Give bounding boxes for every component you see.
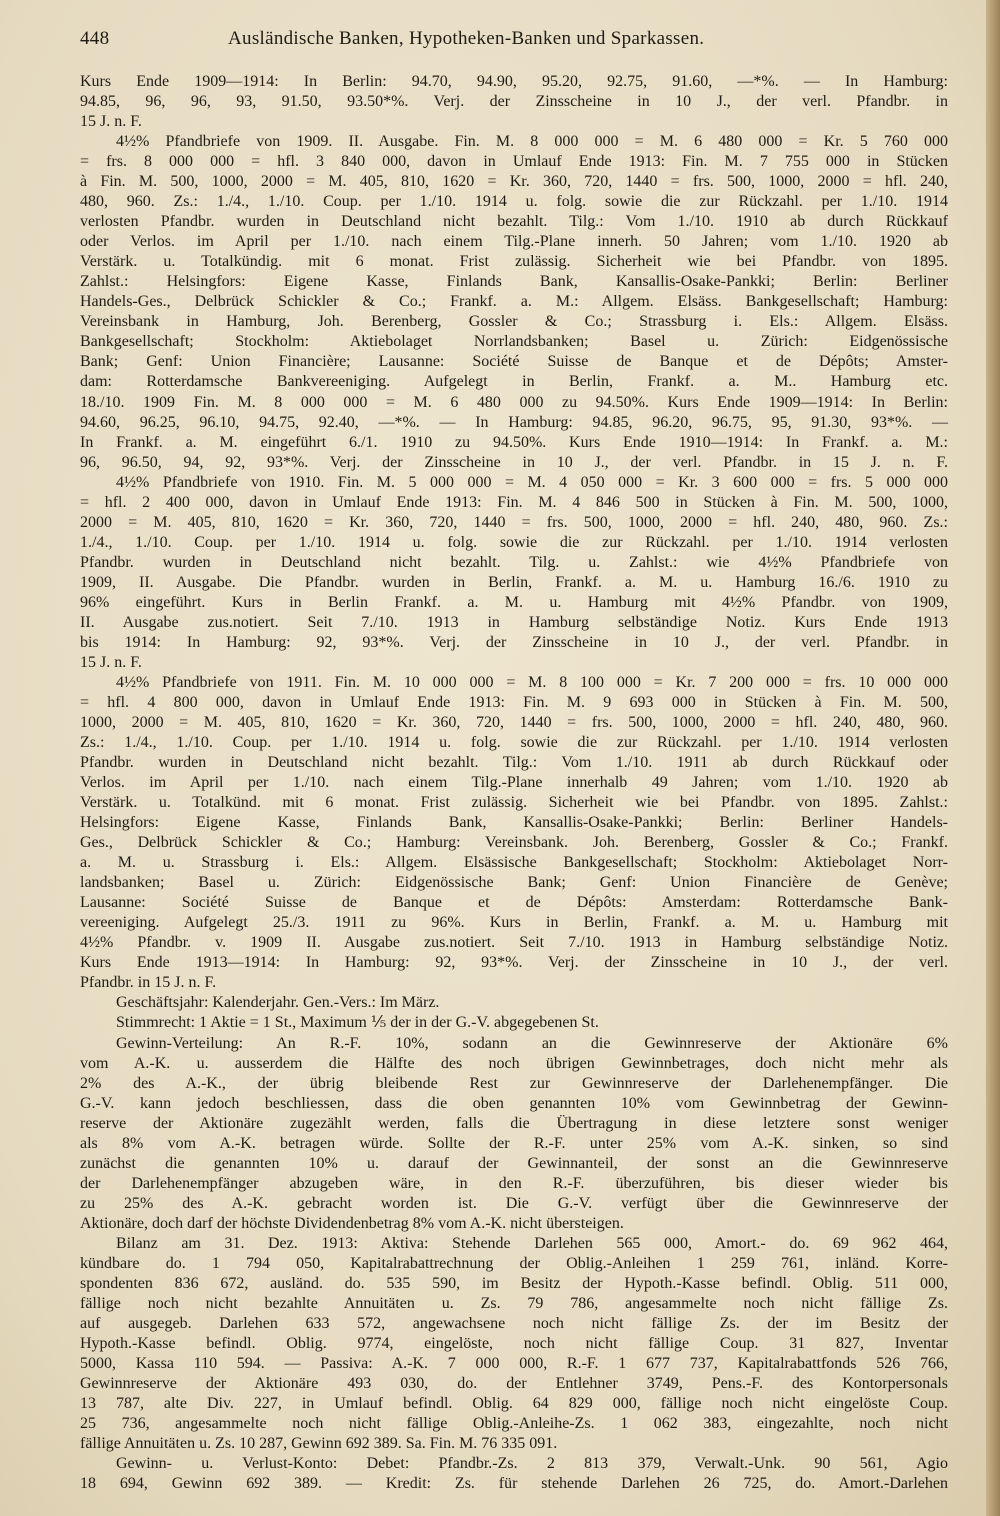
text-line: oder Verlos. im April per 1./10. nach einem Tilg.-Plane innerh. 50 Jahren; vom 1./10. 1920 ab — [80, 233, 948, 251]
text-line: Gewinn- u. Verlust-Konto: Debet: Pfandbr.-Zs. 2 813 379, Verwalt.-Unk. 90 561, Agio — [116, 1455, 948, 1473]
text-line: Gewinnreserve der Aktionäre 493 030, do. der Entlehner 3749, Pens.-F. des Kontorpersonals — [80, 1375, 948, 1393]
text-line: Verlos. im April per 1./10. nach einem Tilg.-Plane innerhalb 49 Jahren; vom 1./10. 1920 ab — [80, 774, 948, 792]
text-line: 18./10. 1909 Fin. M. 8 000 000 = M. 6 480 000 zu 94.50%. Kurs Ende 1909—1914: In Berlin: — [80, 393, 948, 411]
text-line: kündbare do. 1 794 050, Kapitalrabattrechnung der Oblig.-Anleihen 1 259 761, inländ. Korre- — [80, 1254, 948, 1272]
text-line: als 8% vom A.-K. betragen würde. Sollte der R.-F. unter 25% vom A.-K. sinken, so sind — [80, 1134, 948, 1152]
text-line: vereeniging. Aufgelegt 25./3. 1911 zu 96%. Kurs in Berlin, Frankf. a. M. u. Hamburg mit — [80, 914, 948, 932]
text-line: Aktionäre, doch darf der höchste Dividendenbetrag 8% vom A.-K. nicht übersteigen. — [80, 1214, 624, 1232]
text-line: Verstärk. u. Totalkünd. mit 6 monat. Frist zulässig. Sicherheit wie bei Pfandbr. von 1895. Zahlst.: — [80, 794, 948, 812]
text-line: 2% des A.-K., der übrig bleibende Rest zur Gewinnreserve der Darlehenempfänger. Die — [80, 1074, 948, 1092]
text-line: reserve der Aktionäre zugezählt werden, falls die Übertragung in diese letztere sonst weniger — [80, 1114, 948, 1132]
text-line: 5000, Kassa 110 594. — Passiva: A.-K. 7 000 000, R.-F. 1 677 737, Kapitalrabattfonds 526 766, — [80, 1355, 948, 1372]
text-line: Gewinn-Verteilung: An R.-F. 10%, sodann an die Gewinnreserve der Aktionäre 6% — [116, 1034, 948, 1052]
text-line: Pfandbr. wurden in Deutschland nicht bezahlt. Tilg. u. Zahlst.: wie 4½% Pfandbriefe von — [80, 553, 948, 571]
text-line: Kurs Ende 1909—1914: In Berlin: 94.70, 94.90, 95.20, 92.75, 91.60, —*%. — In Hamburg: — [80, 73, 948, 90]
body-text — [80, 72, 948, 1494]
text-line: = hfl. 4 800 000, davon in Umlauf Ende 1913: Fin. M. 9 693 000 in Stücken à Fin. M. 500, — [80, 693, 948, 711]
text-line: Verstärk. u. Totalkündig. mit 6 monat. Frist zulässig. Sicherheit wie bei Pfandbr. von 1895. — [80, 253, 948, 271]
text-line: 4½% Pfandbriefe von 1910. Fin. M. 5 000 000 = M. 4 050 000 = Kr. 3 600 000 = frs. 5 000 000 — [116, 473, 948, 491]
text-line: 13 787, alte Div. 227, in Umlauf befindl. Oblig. 64 829 000, fällige noch nicht eingelöste Coup. — [80, 1395, 948, 1413]
text-line: 94.85, 96, 96, 93, 91.50, 93.50*%. Verj. der Zinsscheine in 10 J., der verl. Pfandbr. in — [80, 93, 948, 111]
text-line: 96% eingeführt. Kurs in Berlin Frankf. a. M. u. Hamburg mit 4½% Pfandbr. von 1909, — [80, 593, 948, 611]
running-title: Ausländische Banken, Hypotheken-Banken und Sparkassen. — [228, 28, 705, 49]
text-line: 4½% Pfandbr. v. 1909 II. Ausgabe zus.notiert. Seit 7./10. 1913 in Hamburg selbständige Notiz. — [80, 934, 948, 952]
text-line: 18 694, Gewinn 692 389. — Kredit: Zs. für stehende Darlehen 26 725, do. Amort.-Darlehen — [80, 1475, 948, 1493]
text-line: Bilanz am 31. Dez. 1913: Aktiva: Stehende Darlehen 565 000, Amort.- do. 69 962 464, — [116, 1234, 948, 1252]
text-line: = frs. 8 000 000 = hfl. 3 840 000, davon in Umlauf Ende 1913: Fin. M. 7 755 000 in Stücken — [80, 153, 948, 171]
page-header — [80, 28, 950, 58]
text-line: fällige Annuitäten u. Zs. 10 287, Gewinn 692 389. Sa. Fin. M. 76 335 091. — [80, 1435, 558, 1453]
text-line: 15 J. n. F. — [80, 113, 142, 131]
text-line: Helsingfors: Eigene Kasse, Finlands Bank, Kansallis-Osake-Pankki; Berlin: Berliner Handels- — [80, 814, 948, 832]
text-line: Zahlst.: Helsingfors: Eigene Kasse, Finlands Bank, Kansallis-Osake-Pankki; Berlin: Berliner — [80, 273, 948, 291]
text-line: Geschäftsjahr: Kalenderjahr. Gen.-Vers.: Im März. — [116, 994, 440, 1012]
text-line: Ges., Delbrück Schickler & Co.; Hamburg: Vereinsbank. Joh. Berenberg, Gossler & Co.; Frankf. — [80, 834, 948, 852]
text-line: zu 25% des A.-K. gebracht worden ist. Die G.-V. verfügt über die Gewinnreserve der — [80, 1194, 948, 1212]
text-line: 480, 960. Zs.: 1./4., 1./10. Coup. per 1./10. 1914 u. folg. sowie die zur Rückzahl. per 1./10. 1914 — [80, 193, 948, 211]
text-line: Hypoth.-Kasse befindl. Oblig. 9774, eingelöste, noch nicht fällige Coup. 31 827, Inventar — [80, 1334, 948, 1352]
text-line: 4½% Pfandbriefe von 1911. Fin. M. 10 000 000 = M. 8 100 000 = Kr. 7 200 000 = frs. 10 000 000 — [116, 673, 948, 691]
text-line: Pfandbr. in 15 J. n. F. — [80, 974, 217, 992]
text-line: G.-V. kann jedoch beschliessen, dass die oben genannten 10% vom Gewinnbetrag der Gewinn- — [80, 1094, 948, 1112]
text-line: 1909, II. Ausgabe. Die Pfandbr. wurden in Berlin, Frankf. a. M. u. Hamburg 16./6. 1910 zu — [80, 573, 948, 591]
text-line: dam: Rotterdamsche Bankvereeniging. Aufgelegt in Berlin, Frankf. a. M.. Hamburg etc. — [80, 373, 948, 391]
text-line: Zs.: 1./4., 1./10. Coup. per 1./10. 1914 u. folg. sowie die zur Rückzahl. per 1./10. 1914 verlosten — [80, 734, 948, 752]
page-edge — [986, 0, 1000, 1516]
text-line: 94.60, 96.25, 96.10, 94.75, 92.40, —*%. — In Hamburg: 94.85, 96.20, 96.75, 95, 91.30, 93*%. — — [80, 413, 948, 431]
text-line: 96, 96.50, 94, 92, 93*%. Verj. der Zinsscheine in 10 J., der verl. Pfandbr. in 15 J. n. F. — [80, 453, 948, 471]
text-line: = hfl. 2 400 000, davon in Umlauf Ende 1913: Fin. M. 4 846 500 in Stücken à Fin. M. 500, 1000, — [80, 493, 948, 511]
text-line: Bank; Genf: Union Financière; Lausanne: Société Suisse de Banque et de Dépôts; Amster- — [80, 353, 948, 371]
text-line: 1000, 2000 = M. 405, 810, 1620 = Kr. 360, 720, 1440 = frs. 500, 1000, 2000 = hfl. 240, 480, 960. — [80, 714, 948, 731]
text-line: Handels-Ges., Delbrück Schickler & Co.; Frankf. a. M.: Allgem. Elsäss. Bankgesellschaft; Hamburg: — [80, 293, 948, 311]
text-line: Bankgesellschaft; Stockholm: Aktiebolaget Norrlandsbanken; Basel u. Zürich: Eidgenössische — [80, 333, 948, 351]
text-line: 1./4., 1./10. Coup. per 1./10. 1914 u. folg. sowie die zur Rückzahl. per 1./10. 1914 verlosten — [80, 533, 948, 551]
text-line: Kurs Ende 1913—1914: In Hamburg: 92, 93*%. Verj. der Zinsscheine in 10 J., der verl. — [80, 954, 948, 972]
text-line: landsbanken; Basel u. Zürich: Eidgenössische Bank; Genf: Union Financière de Genève; — [80, 874, 948, 892]
text-line: Lausanne: Société Suisse de Banque et de Dépôts: Amsterdam: Rotterdamsche Bank- — [80, 894, 948, 912]
text-line: 4½% Pfandbriefe von 1909. II. Ausgabe. Fin. M. 8 000 000 = M. 6 480 000 = Kr. 5 760 000 — [116, 133, 948, 151]
text-line: II. Ausgabe zus.notiert. Seit 7./10. 1913 in Hamburg selbständige Notiz. Kurs Ende 1913 — [80, 613, 948, 631]
text-line: auf ausgegeb. Darlehen 633 572, angewachsene noch nicht fällige Zs. der im Besitz der — [80, 1314, 948, 1332]
text-line: zunächst die genannten 10% u. darauf der Gewinnanteil, der sonst an die Gewinnreserve — [80, 1154, 948, 1172]
text-line: verlosten Pfandbr. wurden in Deutschland nicht bezahlt. Tilg.: Vom 1./10. 1910 ab durch Rückkauf — [80, 213, 948, 231]
text-line: 15 J. n. F. — [80, 653, 142, 671]
text-line: 25 736, angesammelte noch nicht fällige Oblig.-Anleihe-Zs. 1 062 383, eingezahlte, noch nicht — [80, 1415, 948, 1433]
text-line: à Fin. M. 500, 1000, 2000 = M. 405, 810, 1620 = Kr. 360, 720, 1440 = frs. 500, 1000, 2000 = hfl. 240, — [80, 173, 948, 191]
text-line: vom A.-K. u. ausserdem die Hälfte des noch übrigen Gewinnbetrages, doch nicht mehr als — [80, 1054, 948, 1072]
text-line: spondenten 836 672, ausländ. do. 535 590, im Besitz der Hypoth.-Kasse befindl. Oblig. 511 000, — [80, 1274, 948, 1292]
text-line: In Frankf. a. M. eingeführt 6./1. 1910 zu 94.50%. Kurs Ende 1910—1914: In Frankf. a. M.: — [80, 433, 948, 451]
page-number: 448 — [80, 28, 110, 49]
text-line: der Darlehenempfänger abzugeben wäre, in den R.-F. überzuführen, bis dieser wieder bis — [80, 1174, 948, 1192]
text-line: fällige noch nicht bezahlte Annuitäten u. Zs. 79 786, angesammelte noch nicht fällige Zs. — [80, 1294, 948, 1312]
text-line: 2000 = M. 405, 810, 1620 = Kr. 360, 720, 1440 = frs. 500, 1000, 2000 = hfl. 240, 480, 960. Zs.: — [80, 513, 948, 531]
text-line: bis 1914: In Hamburg: 92, 93*%. Verj. der Zinsscheine in 10 J., der verl. Pfandbr. in — [80, 633, 948, 651]
text-line: a. M. u. Strassburg i. Els.: Allgem. Elsässische Bankgesellschaft; Stockholm: Aktiebolaget Norr- — [80, 854, 948, 872]
text-line: Pfandbr. wurden in Deutschland nicht bezahlt. Tilg.: Vom 1./10. 1911 ab durch Rückkauf oder — [80, 754, 948, 772]
text-line: Vereinsbank in Hamburg, Joh. Berenberg, Gossler & Co.; Strassburg i. Els.: Allgem. Elsäss. — [80, 313, 948, 331]
text-line: Stimmrecht: 1 Aktie = 1 St., Maximum ⅕ der in der G.-V. abgegebenen St. — [116, 1014, 599, 1032]
